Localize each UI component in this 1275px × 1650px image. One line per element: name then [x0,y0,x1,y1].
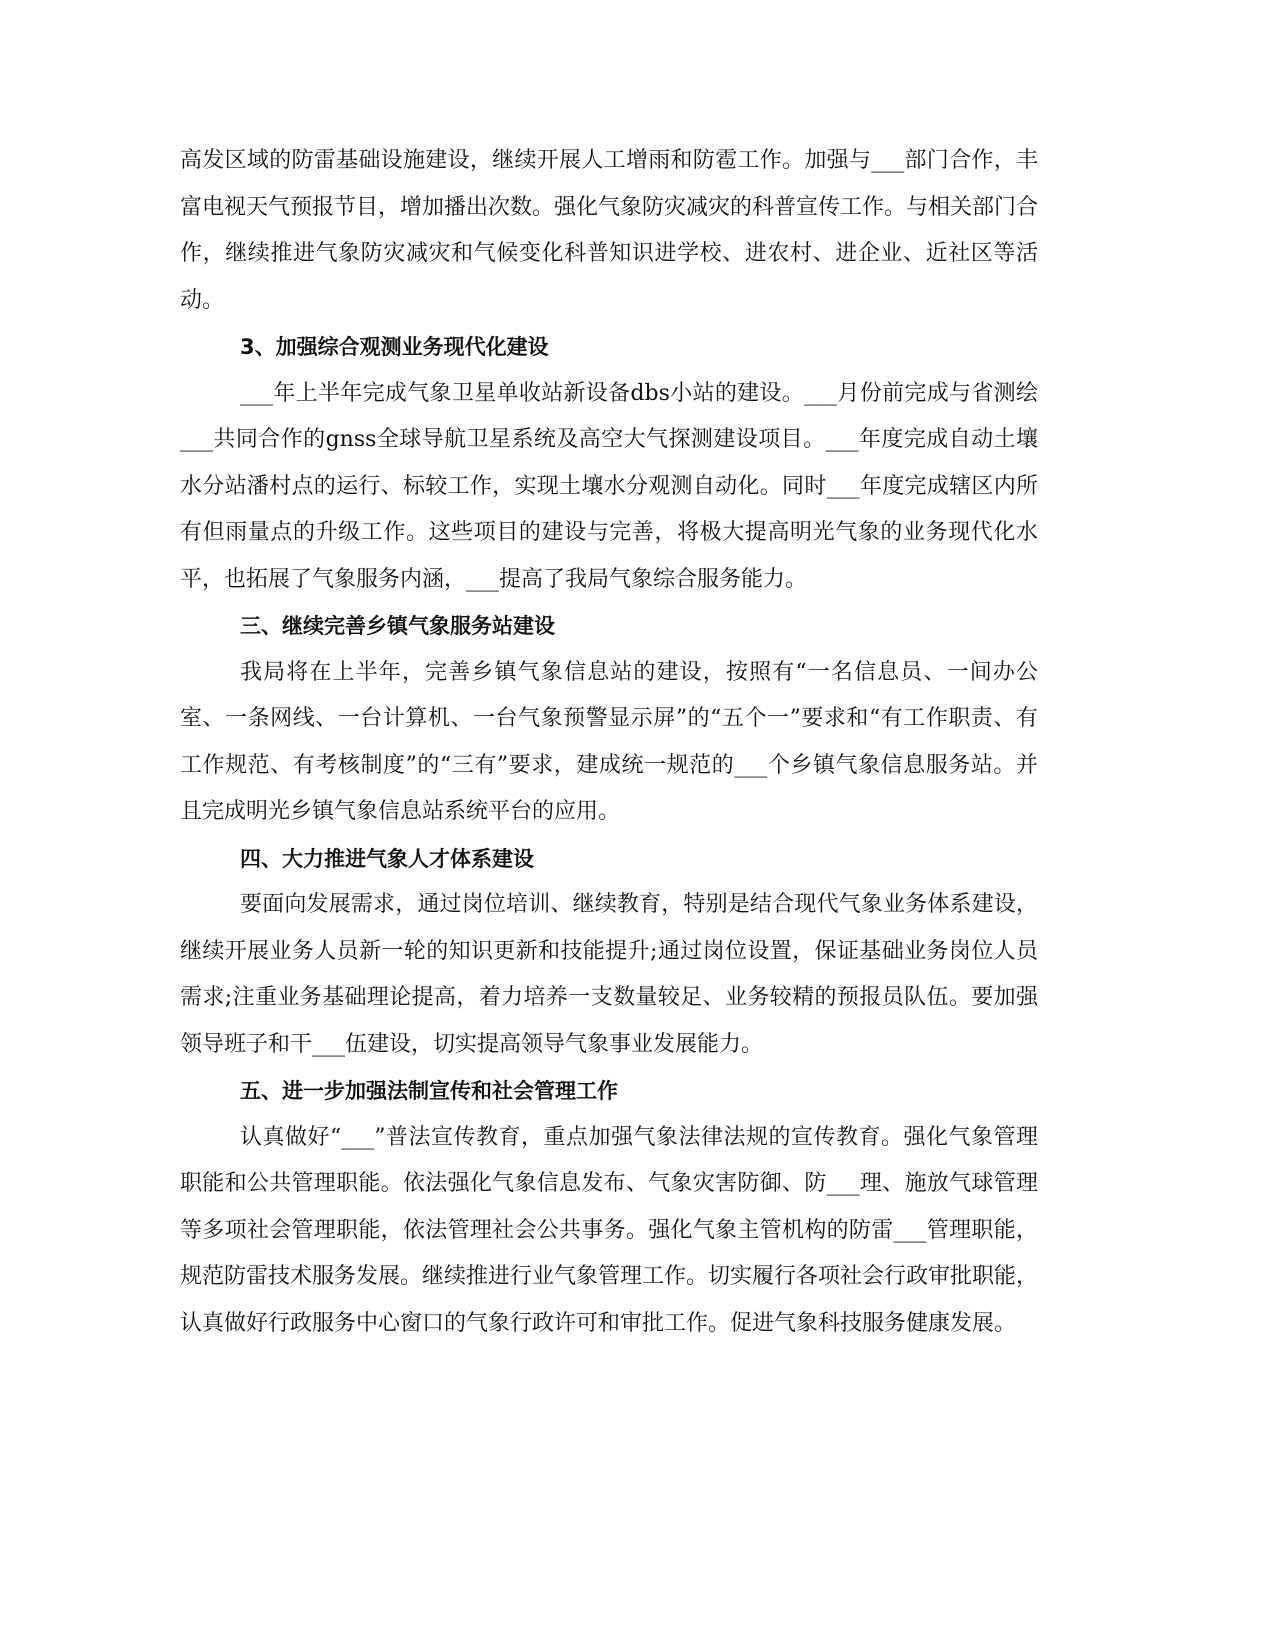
paragraph-township-stations: 我局将在上半年，完善乡镇气象信息站的建设，按照有“一名信息员、一间办公室、一条网线、一台计算机、一台气象预警显示屏”的“五个一”要求和“有工作职责、有工作规范、有考核制度”的“三有”要求，建成统一规范的___个乡镇气象信息服务站。并且完成明光乡镇气象信息站系统平台的应用。 [180,659,1038,824]
paragraph-legal-publicity: 认真做好“___”普法宣传教育，重点加强气象法律法规的宣传教育。强化气象管理职能和公共管理职能。依法强化气象信息发布、气象灾害防御、防___理、施放气球管理等多项社会管理职能，依法管理社会公共事务。强化气象主管机构的防雷___管理职能，规范防雷技术服务发展。继续推进行业气象管理工作。切实履行各项社会行政审批职能，认真做好行政服务中心窗口的气象行政许可和审批工作。促进气象科技服务健康发展。 [180,1124,1039,1336]
paragraph-disaster-prevention: 高发区域的防雷基础设施建设，继续开展人工增雨和防雹工作。加强与___部门合作，丰富电视天气预报节目，增加播出次数。强化气象防灾减灾的科普宣传工作。与相关部门合作，继续推进气象防灾减灾和气候变化科普知识进学校、进农村、进企业、近社区等活动。 [180,148,1039,313]
paragraph-observation-projects: ___年上半年完成气象卫星单收站新设备dbs小站的建设。___月份前完成与省测绘___共同合作的gnss全球导航卫星系统及高空大气探测建设项目。___年度完成自动土壤水分站潘村点的运行、标较工作，实现土壤水分观测自动化。同时___年度完成辖区内所有但雨量点的升级工作。这些项目的建设与完善，将极大提高明光气象的业务现代化水平，也拓展了气象服务内涵，___提高了我局气象综合服务能力。 [180,380,1038,592]
heading-observation-modernization: 3、加强综合观测业务现代化建设 [240,335,549,359]
document-page [180,138,1038,1347]
paragraph-talent-system: 要面向发展需求，通过岗位培训、继续教育，特别是结合现代气象业务体系建设，继续开展业务人员新一轮的知识更新和技能提升;通过岗位设置，保证基础业务岗位人员需求;注重业务基础理论提高，着力培养一支数量较足、业务较精的预报员队伍。要加强领导班子和干___伍建设，切实提高领导气象事业发展能力。 [180,892,1038,1057]
heading-legal-publicity: 五、进一步加强法制宣传和社会管理工作 [240,1079,618,1103]
heading-talent-system: 四、大力推进气象人才体系建设 [240,846,534,871]
heading-township-stations: 三、继续完善乡镇气象服务站建设 [240,614,555,638]
